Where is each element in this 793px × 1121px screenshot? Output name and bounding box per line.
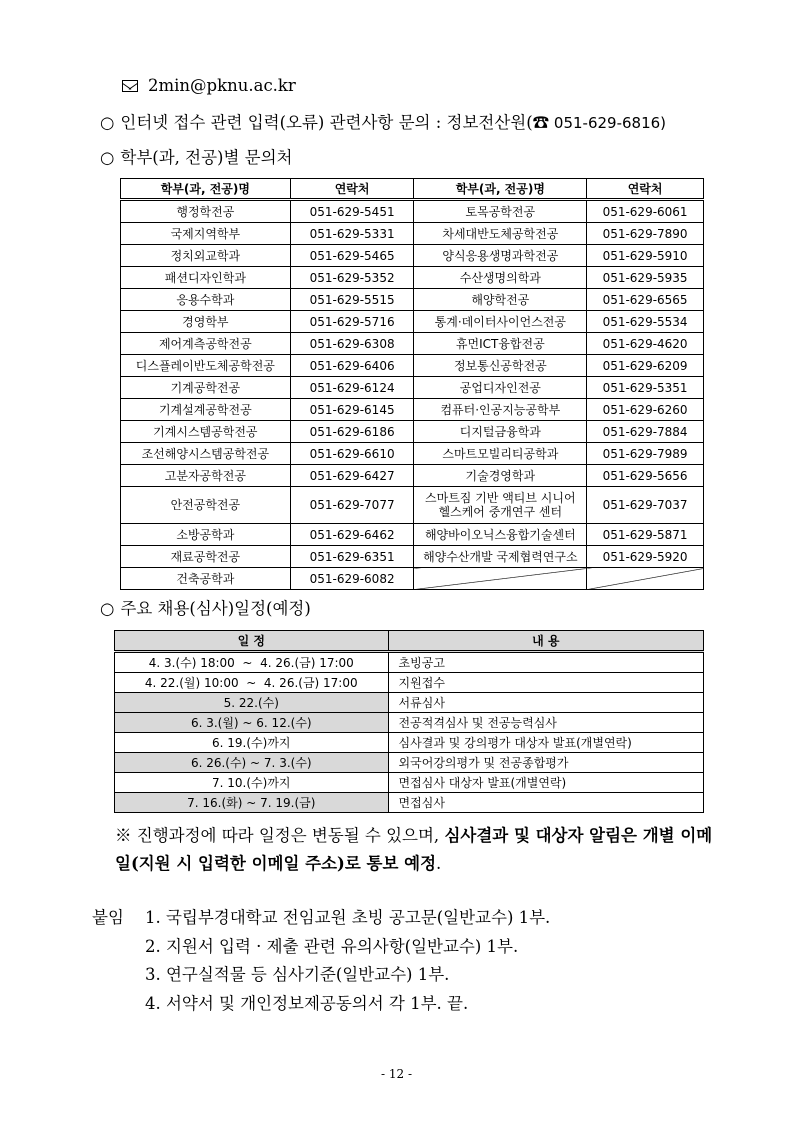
- table-cell: 면접심사 대상자 발표(개별연락): [388, 773, 703, 793]
- table-cell: 휴먼ICT융합전공: [414, 333, 587, 355]
- table-cell: 서류심사: [388, 693, 703, 713]
- table-cell: 공업디자인전공: [414, 377, 587, 399]
- table-cell: 051-629-5910: [587, 245, 704, 267]
- table-cell: 051-629-5331: [290, 223, 414, 245]
- table-cell: 051-629-6124: [290, 377, 414, 399]
- table-row: [121, 223, 704, 245]
- table-cell: 051-629-7890: [587, 223, 704, 245]
- table-row: [121, 487, 704, 524]
- table-cell: 디스플레이반도체공학전공: [121, 355, 291, 377]
- table-cell: 기계시스템공학전공: [121, 421, 291, 443]
- table-cell: 051-629-6406: [290, 355, 414, 377]
- attachment-item: 2. 지원서 입력 · 제출 관련 유의사항(일반교수) 1부.: [145, 937, 519, 956]
- table-row: [121, 355, 704, 377]
- note-end: .: [436, 854, 442, 873]
- table-cell: 051-629-6209: [587, 355, 704, 377]
- table-row: [121, 245, 704, 267]
- schedule-heading-text: 주요 채용(심사)일정(예정): [120, 599, 311, 618]
- table-cell: 디지털금융학과: [414, 421, 587, 443]
- table-row: [121, 568, 704, 590]
- table-cell: 5. 22.(수): [115, 693, 389, 713]
- inquiry-text: 인터넷 접수 관련 입력(오류) 관련사항 문의 : 정보전산원(: [120, 113, 533, 132]
- table-cell: 051-629-5351: [587, 377, 704, 399]
- table-cell: [587, 568, 704, 590]
- attachment-item: 3. 연구실적물 등 심사기준(일반교수) 1부.: [145, 965, 450, 984]
- table-cell: 6. 19.(수)까지: [115, 733, 389, 753]
- table-cell: 행정학전공: [121, 200, 291, 223]
- table-row: [121, 289, 704, 311]
- table-row: [115, 793, 704, 813]
- table-cell: 정치외교학과: [121, 245, 291, 267]
- table-cell: 재료공학전공: [121, 546, 291, 568]
- table-row: [121, 465, 704, 487]
- table-cell: 7. 10.(수)까지: [115, 773, 389, 793]
- table-cell: 051-629-5656: [587, 465, 704, 487]
- column-header: 학부(과, 전공)명: [121, 179, 291, 200]
- table-cell: 4. 22.(월) 10:00 ~ 4. 26.(금) 17:00: [115, 673, 389, 693]
- table-cell: 경영학부: [121, 311, 291, 333]
- page-number: - 12 -: [380, 1067, 412, 1081]
- note-text: 진행과정에 따라 일정은 변동될 수 있으며,: [136, 826, 445, 845]
- dept-heading: [100, 144, 292, 168]
- table-cell: 051-629-6351: [290, 546, 414, 568]
- table-cell: 051-629-7077: [290, 487, 414, 524]
- table-row: [121, 200, 704, 223]
- table-row: [121, 399, 704, 421]
- column-header: 일 정: [115, 631, 389, 652]
- table-cell: 스마트모빌리티공학과: [414, 443, 587, 465]
- bullet: ○: [100, 599, 115, 618]
- table-cell: 해양바이오닉스융합기술센터: [414, 524, 587, 546]
- table-cell: 차세대반도체공학전공: [414, 223, 587, 245]
- phone-icon: ☎: [532, 113, 550, 132]
- attachment-item: 4. 서약서 및 개인정보제공동의서 각 1부. 끝.: [145, 994, 469, 1013]
- table-cell: 051-629-5935: [587, 267, 704, 289]
- table-cell: 소방공학과: [121, 524, 291, 546]
- table-cell: 안전공학전공: [121, 487, 291, 524]
- dept-heading-text: 학부(과, 전공)별 문의처: [120, 148, 293, 167]
- table-cell: 해양학전공: [414, 289, 587, 311]
- table-cell: 기계설계공학전공: [121, 399, 291, 421]
- table-header-row: [115, 631, 704, 652]
- table-row: [115, 652, 704, 673]
- table-row: [121, 311, 704, 333]
- table-cell: 051-629-6565: [587, 289, 704, 311]
- table-cell: 051-629-6462: [290, 524, 414, 546]
- table-row: [115, 773, 704, 793]
- table-row: [121, 524, 704, 546]
- schedule-table: [114, 630, 704, 813]
- table-cell: 국제지역학부: [121, 223, 291, 245]
- table-row: [121, 333, 704, 355]
- note-bold-text: 심사결과 및 대상자 알림은 개별 이메일(지원 시 입력한 이메일 주소)로 통보 예정: [115, 826, 713, 873]
- envelope-icon: [122, 80, 138, 92]
- table-cell: 051-629-5465: [290, 245, 414, 267]
- table-cell: 051-629-5451: [290, 200, 414, 223]
- column-header: 학부(과, 전공)명: [414, 179, 587, 200]
- inquiry-line: [100, 109, 666, 133]
- table-cell: 고분자공학전공: [121, 465, 291, 487]
- table-cell: 051-629-6610: [290, 443, 414, 465]
- table-cell: 해양수산개발 국제협력연구소: [414, 546, 587, 568]
- table-cell: 응용수학과: [121, 289, 291, 311]
- table-cell: 051-629-6260: [587, 399, 704, 421]
- attachments-label: 붙임: [92, 908, 124, 927]
- table-cell: 전공적격심사 및 전공능력심사: [388, 713, 703, 733]
- table-cell: 051-629-5515: [290, 289, 414, 311]
- email-line: [122, 76, 296, 95]
- schedule-note: [115, 822, 725, 878]
- table-cell: 6. 26.(수) ~ 7. 3.(수): [115, 753, 389, 773]
- table-cell: 7. 16.(화) ~ 7. 19.(금): [115, 793, 389, 813]
- table-cell: 051-629-7884: [587, 421, 704, 443]
- table-row: [121, 421, 704, 443]
- contacts-table: [120, 178, 704, 590]
- table-row: [115, 713, 704, 733]
- bullet: ○: [100, 113, 115, 132]
- table-cell: 제어계측공학전공: [121, 333, 291, 355]
- column-header: 연락처: [290, 179, 414, 200]
- note-mark: ※: [115, 826, 132, 845]
- table-cell: 051-629-6061: [587, 200, 704, 223]
- table-cell: 051-629-5352: [290, 267, 414, 289]
- table-header-row: [121, 179, 704, 200]
- table-cell: 양식응용생명과학전공: [414, 245, 587, 267]
- table-row: [121, 443, 704, 465]
- bullet: ○: [100, 148, 115, 167]
- table-cell: 기술경영학과: [414, 465, 587, 487]
- table-cell: 051-629-7037: [587, 487, 704, 524]
- table-row: [121, 267, 704, 289]
- table-cell: 초빙공고: [388, 652, 703, 673]
- table-cell: 지원접수: [388, 673, 703, 693]
- table-cell: 051-629-5920: [587, 546, 704, 568]
- table-row: [121, 377, 704, 399]
- attachment-item: 1. 국립부경대학교 전임교원 초빙 공고문(일반교수) 1부.: [145, 908, 551, 927]
- table-cell: 051-629-6082: [290, 568, 414, 590]
- column-header: 내 용: [388, 631, 703, 652]
- table-cell: 051-629-4620: [587, 333, 704, 355]
- table-cell: 051-629-6186: [290, 421, 414, 443]
- schedule-heading: [100, 595, 311, 619]
- table-cell: 기계공학전공: [121, 377, 291, 399]
- table-cell: 패션디자인학과: [121, 267, 291, 289]
- table-cell: 051-629-5871: [587, 524, 704, 546]
- table-row: [115, 733, 704, 753]
- table-cell: 수산생명의학과: [414, 267, 587, 289]
- table-cell: 외국어강의평가 및 전공종합평가: [388, 753, 703, 773]
- table-cell: 면접심사: [388, 793, 703, 813]
- table-cell: 조선해양시스템공학전공: [121, 443, 291, 465]
- table-row: [115, 693, 704, 713]
- table-cell: 051-629-6427: [290, 465, 414, 487]
- table-cell: 건축공학과: [121, 568, 291, 590]
- table-cell: 051-629-6145: [290, 399, 414, 421]
- table-row: [115, 673, 704, 693]
- table-cell: 4. 3.(수) 18:00 ~ 4. 26.(금) 17:00: [115, 652, 389, 673]
- table-cell: 통계·데이터사이언스전공: [414, 311, 587, 333]
- table-cell: 051-629-5534: [587, 311, 704, 333]
- email-address: 2min@pknu.ac.kr: [148, 76, 296, 95]
- table-cell: 6. 3.(월) ~ 6. 12.(수): [115, 713, 389, 733]
- table-cell: 정보통신공학전공: [414, 355, 587, 377]
- table-cell: 컴퓨터·인공지능공학부: [414, 399, 587, 421]
- table-cell: 심사결과 및 강의평가 대상자 발표(개별연락): [388, 733, 703, 753]
- table-cell: [414, 568, 587, 590]
- table-cell: 051-629-7989: [587, 443, 704, 465]
- table-row: [115, 753, 704, 773]
- table-row: [121, 546, 704, 568]
- column-header: 연락처: [587, 179, 704, 200]
- table-cell: 스마트짐 기반 액티브 시니어 헬스케어 중개연구 센터: [414, 487, 587, 524]
- table-cell: 토목공학전공: [414, 200, 587, 223]
- table-cell: 051-629-6308: [290, 333, 414, 355]
- inquiry-phone: 051-629-6816): [549, 114, 667, 132]
- table-cell: 051-629-5716: [290, 311, 414, 333]
